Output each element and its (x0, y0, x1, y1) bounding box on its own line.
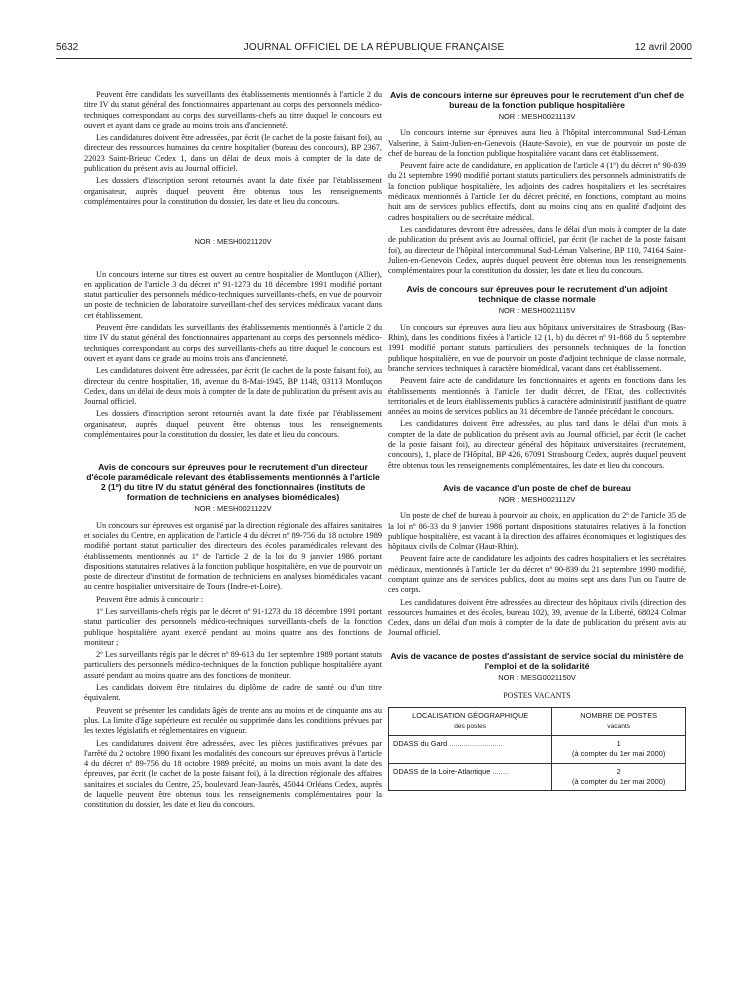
paragraph: Peuvent faire acte de candidature, en application de l'article 4 (1º) du décret nº 90-839 du 21 septembre 1990 modifié portant statuts particuliers des personnels administratifs de la fonction publique hospitalière, les adjoints des cadres hospitaliers et les secrétaires médicaux mentionnés à l'article 1er du décret précité, en fonctions, comptant au moins huit ans de services publics effectifs, dont au moins cinq ans en qualité d'adjoint des cadres hospitaliers ou de secrétaire médical. (388, 161, 686, 222)
paragraph: 1º Les surveillants-chefs régis par le décret nº 91-1273 du 18 décembre 1991 portant statut particulier des personnels médico-techniques surveillants-chefs de la fonction publique hospitalière ayant exercé pendant au moins quatre ans des fonctions de moniteur ; (84, 606, 382, 647)
nor-reference: NOR : MESH0021113V (498, 112, 576, 121)
publication-date: 12 avril 2000 (634, 42, 692, 53)
nor-reference: NOR : MESH0021112V (498, 494, 576, 504)
column-header-label: NOMBRE DE POSTES (580, 711, 658, 721)
notice-heading: Avis de vacance de postes d'assistant de service social du ministère de l'emploi et de la solidarité (390, 650, 684, 671)
column-header-label: LOCALISATION GÉOGRAPHIQUE (412, 711, 529, 721)
vacancy-table (388, 707, 686, 791)
leader-dots: ........ (490, 766, 509, 776)
notice-heading: Avis de vacance d'un poste de chef de bureau (443, 482, 631, 493)
paragraph: Les candidatures doivent être adressées, par écrit (le cachet de la poste faisant foi), au directeur du centre hospitalier, 18, avenue du 8-Mai-1945, BP 1148, 03113 Montluçon Cedex, dans un délai de deux mois à compter de la date de publication du présent avis au Journal officiel. (84, 366, 382, 407)
journal-title: JOURNAL OFFICIEL DE LA RÉPUBLIQUE FRANÇAISE (243, 42, 505, 53)
paragraph: Un concours interne sur épreuves aura lieu à l'hôpital intercommunal Sud-Léman Valserine, à Saint-Julien-en-Genevois (Haute-Savoie), en vue de pourvoir un poste de chef de bureau de la fonction publique hospitalière vacant dans cet établissement. (388, 128, 686, 158)
table-row (389, 763, 686, 791)
nor-reference: NOR : MESG0021150V (498, 672, 576, 682)
paragraph: Un concours sur épreuves est organisé par la direction régionale des affaires sanitaires et sociales du Centre, en application de l'article 4 du décret nº 89-756 du 18 octobre 1989 modifié portant statut particulier des directeurs des écoles paramédicales relevant des établissements mentionnés au 1º de l'article 2 de la loi du 9 janvier 1986 portant dispositions statutaires relatives à la fonction publique hospitalière, en vue de pourvoir un poste de directeur d'institut de formation de techniciens en analyses biomédicales vacant au centre hospitalier universitaire de Tours (Indre-et-Loire). (84, 520, 382, 592)
left-column (84, 90, 382, 813)
paragraph: Peuvent faire acte de candidature les fonctionnaires et agents en fonctions dans les établissements mentionnés à l'article 1er dudit décret, de l'Etat, des collectivités territoriales et de leurs établissements publics à caractère administratif justifiant de quatre années au moins de services publics au 31 décembre de l'année précédant le concours. (388, 376, 686, 417)
paragraph: 2º Les surveillants régis par le décret nº 89-613 du 1er septembre 1989 portant statuts particuliers des personnels médico-techniques de la fonction publique hospitalière ayant assuré pendant au moins quatre ans des fonctions de moniteur. (84, 650, 382, 680)
paragraph: Les candidatures doivent être adressées, au plus tard dans le délai d'un mois à compter de la date de publication du présent avis au Journal officiel, par écrit (le cachet de la poste faisant foi), au directeur général des hôpitaux universitaires (recrutement, concours), 1, place de l'Hôpital, BP 426, 67091 Strasbourg Cedex, auprès duquel peuvent être obtenus tous les renseignements complémentaires, les date et lieu du concours. (388, 419, 686, 470)
location-text: DDASS de la Loire-Atlantique (393, 766, 491, 776)
paragraph: Les candidatures devront être adressées, dans le délai d'un mois à compter de la date de publication du présent avis au Journal officiel, par écrit (le cachet de la poste faisant foi), au directeur de l'hôpital intercommunal Sud-Léman Valserine, BP 110, 74164 Saint-Julien-en-Genevois Cedex, auprès duquel peuvent être obtenus tous les renseignements complémentaires pour la constitution du dossier, les date et lieu du concours. (388, 224, 686, 276)
page-header (56, 42, 692, 58)
leader-dots: .......................... (447, 738, 503, 748)
count-value: 1 (616, 738, 621, 748)
nor-reference: NOR : MESH0021115V (498, 306, 576, 316)
notice-heading: Avis de concours interne sur épreuves pour le recrutement d'un chef de bureau de la fonction publique hospitalière (390, 90, 684, 110)
table-header-row (389, 708, 686, 736)
right-column (388, 90, 686, 791)
table-caption: POSTES VACANTS (503, 691, 571, 701)
count-cell (552, 735, 686, 763)
paragraph: Les candidatures doivent être adressées au directeur des hôpitaux civils (direction des ressources humaines et des écoles, bureau 102), 39, avenue de la Liberté, 68024 Colmar Cedex, dans un délai d'un mois à compter de la date de publication du présent avis au Journal officiel. (388, 597, 686, 638)
column-header (552, 708, 686, 736)
paragraph: Les dossiers d'inscription seront retournés avant la date fixée par l'établissement organisateur, auprès duquel peuvent être obtenus tous les renseignements complémentaires pour la constitution du dossier, les date et lieu du concours. (84, 409, 382, 440)
location-cell (389, 763, 552, 791)
paragraph: Un concours sur épreuves aura lieu aux hôpitaux universitaires de Strasbourg (Bas-Rhin), dans les conditions fixées à l'article 12 (1, b) du décret nº 91-868 du 5 septembre 1991 modifié portant statuts particuliers des personnels techniques de la fonction publique hospitalière, en vue de pourvoir un poste d'adjoint technique de classe normale, branche services techniques à caractère biomédical, vacant dans cet établissement. (388, 322, 686, 373)
paragraph: Peuvent être admis à concourir : (96, 594, 204, 604)
paragraph: Un concours interne sur titres est ouvert au centre hospitalier de Montluçon (Allier), en application de l'article 3 du décret nº 91-1273 du 18 décembre 1991 modifié portant statut particulier des personnels médico-techniques surveillants-chefs, en vue de pourvoir un poste de technicien de laboratoire surveillant-chef des services médicaux vacant dans cet établissement. (84, 269, 382, 320)
notice-heading: Avis de concours sur épreuves pour le recrutement d'un adjoint technique de classe normale (406, 284, 668, 305)
page-number: 5632 (56, 42, 79, 53)
nor-reference: NOR : MESH0021120V (194, 237, 272, 247)
paragraph: Les dossiers d'inscription seront retournés avant la date fixée par l'établissement organisateur, auprès duquel peuvent être obtenus tous les renseignements complémentaires pour la constitution du dossier, les date et lieu du concours. (84, 176, 382, 206)
paragraph: Les candidats doivent être titulaires du diplôme de cadre de santé ou d'un titre équivalent. (84, 683, 382, 703)
column-header (389, 708, 552, 736)
paragraph: Les candidatures doivent être adressées, par écrit (le cachet de la poste faisant foi), au directeur des ressources humaines du centre hospitalier (bureau des concours), BP 2367, 22023 Saint-Brieuc Cedex 1, dans un délai de deux mois à compter de la date de publication du présent avis au Journal officiel. (84, 133, 382, 174)
table-row (389, 735, 686, 763)
paragraph: Un poste de chef de bureau à pourvoir au choix, en application du 2º de l'article 35 de la loi nº 86-33 du 9 janvier 1986 portant dispositions statutaires relatives à la fonction publique hospitalière, est vacant à la direction des affaires économiques et logistiques des hôpitaux civils de Colmar (Haut-Rhin). (388, 511, 686, 552)
count-cell (552, 763, 686, 791)
paragraph: Peuvent faire acte de candidature les adjoints des cadres hospitaliers et les secrétaires médicaux, mentionnés à l'article 1er du décret nº 90-839 du 21 septembre 1990 modifié, comptant quinze ans de services publics, dont au moins sept ans dans l'un ou l'autre de ces corps. (388, 554, 686, 595)
count-note: (à compter du 1er mai 2000) (572, 776, 666, 786)
column-header-sub: des postes (454, 722, 487, 730)
count-value: 2 (616, 766, 621, 776)
paragraph: Les candidatures doivent être adressées, avec les pièces justificatives prévues par l'arrêté du 2 octobre 1990 fixant les modalités des concours sur épreuves prévus à l'article 4 du décret nº 89-756 du 18 octobre 1989 précité, au moins un mois avant la date des épreuves, par écrit (le cachet de la poste faisant foi), à la direction régionale des affaires sanitaires et sociales du Centre, 25, boulevard Jean-Jaurès, 45044 Orléans Cedex, auprès de laquelle peuvent être obtenus tous les renseignements complémentaires pour la constitution du dossier, les date et lieu du concours. (84, 738, 382, 810)
column-header-sub: vacants (607, 722, 631, 730)
paragraph: Peuvent être candidats les surveillants des établissements mentionnés à l'article 2 du titre IV du statut général des fonctionnaires appartenant au corps des personnels médico-techniques correspondant au corps des surveillants-chefs au titre duquel le concours est ouvert et ayant dans ce grade au moins trois ans d'ancienneté. (84, 323, 382, 363)
paragraph: Peuvent se présenter les candidats âgés de trente ans au moins et de cinquante ans au plus. La limite d'âge supérieure est reculée ou supprimée dans les conditions prévues par les textes législatifs et réglementaires en vigueur. (84, 705, 382, 736)
nor-reference: NOR : MESH0021122V (194, 504, 272, 514)
header-rule (56, 58, 692, 59)
paragraph: Peuvent être candidats les surveillants des établissements mentionnés à l'article 2 du titre IV du statut général des fonctionnaires appartenant au corps des personnels médico-techniques correspondant au corps des surveillants-chefs au titre duquel le concours est ouvert et ayant dans ce grade au moins trois ans d'ancienneté. (84, 90, 382, 130)
notice-heading: Avis de concours sur épreuves pour le recrutement d'un directeur d'école paramédicale relevant des établissements mentionnés à l'article 2 (1º) du titre IV du statut général des fonctionnaires (instituts de formation de techniciens en analyses biomédicales) (86, 462, 380, 503)
location-text: DDASS du Gard (393, 738, 448, 748)
location-cell (389, 735, 552, 763)
count-note: (à compter du 1er mai 2000) (572, 749, 666, 759)
